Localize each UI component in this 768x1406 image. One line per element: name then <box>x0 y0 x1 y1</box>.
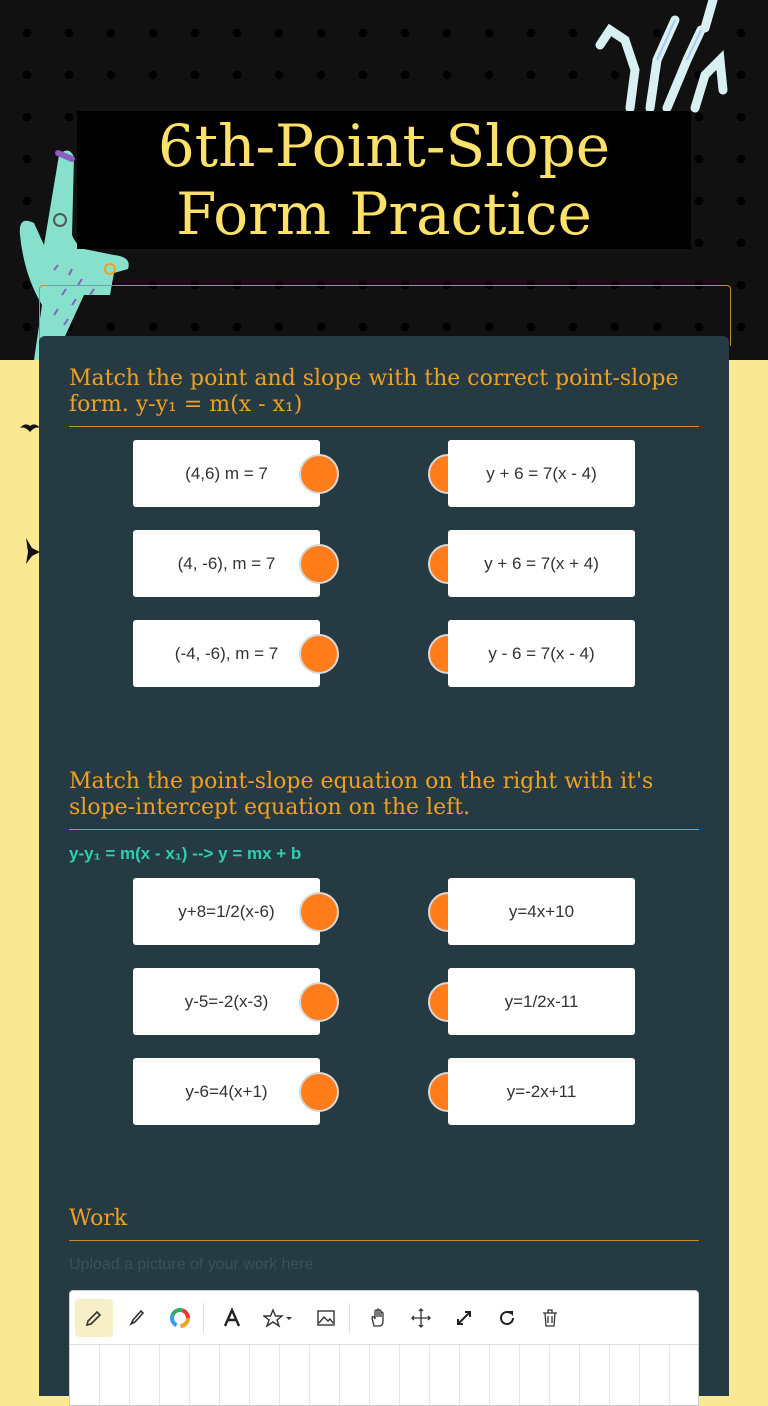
skeleton-hand-illustration <box>595 0 735 128</box>
pencil-icon[interactable] <box>75 1299 113 1337</box>
color-wheel-icon[interactable] <box>161 1299 199 1337</box>
match-right-item[interactable] <box>448 878 635 945</box>
section-heading: Match the point-slope equation on the right with it's slope-intercept equation on the left. <box>69 769 699 830</box>
match-right-item[interactable] <box>448 1058 635 1125</box>
match-left-item[interactable] <box>133 968 320 1035</box>
match-item-label: y-5=-2(x-3) <box>184 991 269 1011</box>
drawing-canvas[interactable] <box>69 1344 699 1406</box>
match-item-label: y + 6 = 7(x - 4) <box>486 463 597 483</box>
upload-instruction: Upload a picture of your work here <box>69 1256 314 1273</box>
match-right-item[interactable] <box>448 440 635 507</box>
section-heading: Work <box>69 1206 699 1241</box>
expand-icon[interactable] <box>445 1299 483 1337</box>
marker-icon[interactable] <box>118 1299 156 1337</box>
match-connector-dot[interactable] <box>299 982 339 1022</box>
trash-icon[interactable] <box>531 1299 569 1337</box>
text-icon[interactable] <box>213 1299 251 1337</box>
match-connector-dot[interactable] <box>299 544 339 584</box>
toolbar-divider <box>203 1303 204 1333</box>
match-item-label: y + 6 = 7(x + 4) <box>484 553 599 573</box>
match-left-item[interactable] <box>133 1058 320 1125</box>
match-left-item[interactable] <box>133 530 320 597</box>
match-left-item[interactable] <box>133 440 320 507</box>
image-icon[interactable] <box>307 1299 345 1337</box>
match-item-label: y-6=4(x+1) <box>185 1081 268 1101</box>
move-icon[interactable] <box>402 1299 440 1337</box>
page-title: 6th-Point-Slope Form Practice <box>77 111 691 249</box>
match-item-label: y+8=1/2(x-6) <box>178 901 275 921</box>
match-right-item[interactable] <box>448 968 635 1035</box>
match-item-label: y=4x+10 <box>508 901 575 921</box>
match-item-label: y - 6 = 7(x - 4) <box>488 643 595 663</box>
match-item-label: (4,6) m = 7 <box>185 463 268 483</box>
star-shape-icon[interactable] <box>256 1299 302 1337</box>
match-right-item[interactable] <box>448 530 635 597</box>
match-connector-dot[interactable] <box>299 892 339 932</box>
match-connector-dot[interactable] <box>299 634 339 674</box>
match-item-label: (-4, -6), m = 7 <box>174 643 279 663</box>
bat-icon <box>24 538 40 564</box>
bat-icon <box>20 420 40 434</box>
match-left-item[interactable] <box>133 620 320 687</box>
hand-icon[interactable] <box>359 1299 397 1337</box>
match-left-item[interactable] <box>133 878 320 945</box>
match-item-label: y=1/2x-11 <box>504 991 579 1011</box>
drawing-toolbar <box>69 1290 699 1346</box>
section-heading: Match the point and slope with the correct point-slope form. y-y₁ = m(x - x₁) <box>69 366 699 427</box>
match-right-item[interactable] <box>448 620 635 687</box>
match-item-label: y=-2x+11 <box>506 1081 577 1101</box>
match-item-label: (4, -6), m = 7 <box>177 553 276 573</box>
match-connector-dot[interactable] <box>299 454 339 494</box>
toolbar-divider <box>349 1303 350 1333</box>
match-connector-dot[interactable] <box>299 1072 339 1112</box>
worksheet-card <box>39 336 729 1396</box>
redo-icon[interactable] <box>488 1299 526 1337</box>
formula-text: y-y₁ = m(x - x₁) --> y = mx + b <box>69 844 302 863</box>
